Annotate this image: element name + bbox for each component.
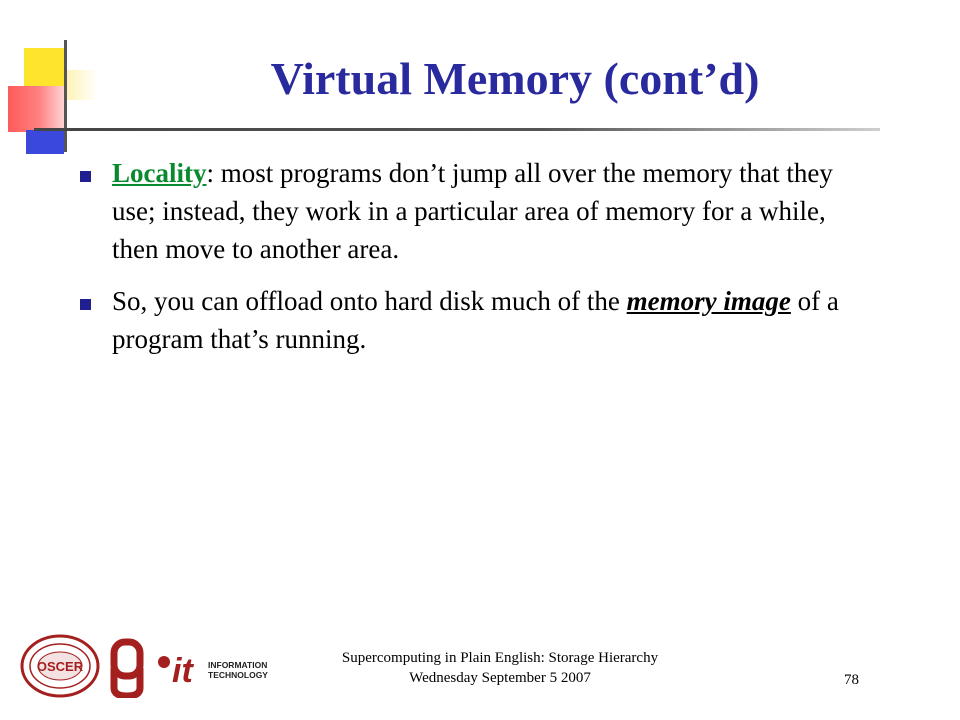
bullet-post: of a program that’s running. bbox=[112, 286, 839, 354]
footer-line-1: Supercomputing in Plain English: Storage Hierarchy bbox=[341, 650, 659, 666]
bullet-item bbox=[76, 154, 876, 268]
bullet-text bbox=[112, 282, 876, 358]
bullet-body: : most programs don’t jump all over the memory that they use; instead, they work in a particular area of memory for a while, then move to another area. bbox=[112, 158, 833, 264]
svg-text:TECHNOLOGY: TECHNOLOGY bbox=[208, 670, 268, 680]
title-underline bbox=[34, 128, 880, 131]
it-logo-icon bbox=[156, 646, 270, 692]
footer-logos bbox=[20, 634, 270, 704]
decor-red-square bbox=[8, 86, 64, 132]
keyword-locality: Locality bbox=[112, 158, 207, 188]
decor-glow bbox=[64, 70, 98, 100]
bullet-square-icon bbox=[80, 299, 91, 310]
slide-title: Virtual Memory (cont’d) bbox=[270, 53, 760, 104]
svg-text:INFORMATION: INFORMATION bbox=[208, 660, 268, 670]
ou-logo-icon bbox=[108, 638, 148, 698]
bullet-item bbox=[76, 282, 876, 358]
svg-text:OSCER: OSCER bbox=[36, 659, 84, 674]
bullet-list bbox=[76, 154, 876, 372]
page-number: 78 bbox=[844, 672, 859, 688]
bullet-pre: So, you can offload onto hard disk much of the bbox=[112, 286, 627, 316]
decor-yellow-square bbox=[24, 48, 64, 88]
oscer-seal-icon bbox=[20, 634, 100, 698]
bullet-text bbox=[112, 154, 876, 268]
footer-line-2: Wednesday September 5 2007 bbox=[409, 670, 591, 686]
keyword-memory-image: memory image bbox=[626, 286, 791, 316]
decor-vertical-line bbox=[64, 40, 67, 152]
decor-blue-square bbox=[26, 130, 64, 154]
footer-caption bbox=[270, 648, 730, 688]
svg-text:it: it bbox=[172, 652, 193, 690]
bullet-square-icon bbox=[80, 171, 91, 182]
